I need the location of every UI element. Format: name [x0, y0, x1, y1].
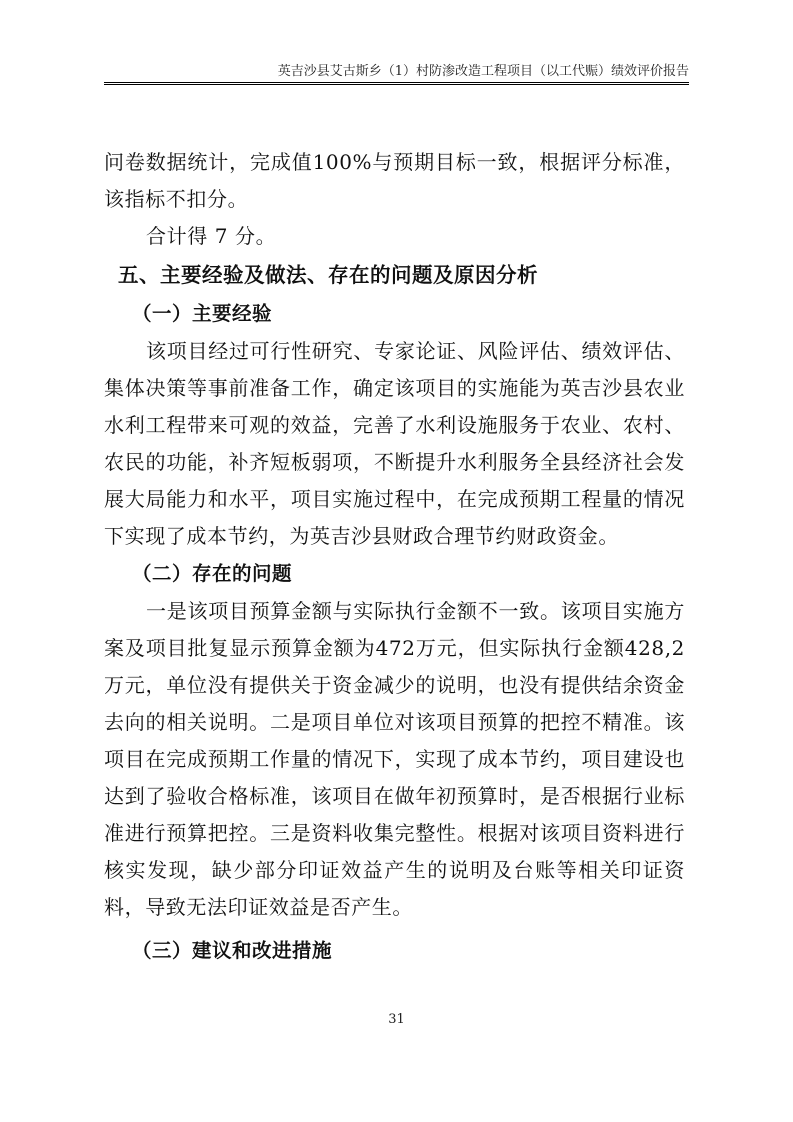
running-header: 英吉沙县艾古斯乡（1）村防渗改造工程项目（以工代赈）绩效评价报告	[277, 64, 689, 79]
section-heading-5: 五、主要经验及做法、存在的问题及原因分析	[118, 263, 538, 287]
paragraph-main-experience: 该项目经过可行性研究、专家论证、风险评估、绩效评估、集体决策等事前准备工作，确定该项目的实施能为英吉沙县农业水利工程带来可观的效益，完善了水利设施服务于农业、农村、农民的功能，补齐短板弱项，不断提升水利服务全县经济社会发展大局能力和水平，项目实施过程中，在完成预期工程量的情况下实现了成本节约，为英吉沙县财政合理节约财政资金。	[104, 339, 685, 548]
subsection-heading-suggestions: （三）建议和改进措施	[132, 939, 333, 962]
page-number: 31	[388, 1012, 405, 1027]
header-divider	[104, 82, 689, 85]
paragraph-total-score: 合计得 7 分。	[146, 224, 277, 248]
paragraph-survey-result: 问卷数据统计，完成值100%与预期目标一致，根据评分标准，该指标不扣分。	[104, 150, 685, 211]
paragraph-problems: 一是该项目预算金额与实际执行金额不一致。该项目实施方案及项目批复显示预算金额为472万元，但实际执行金额428,2万元，单位没有提供关于资金减少的说明，也没有提供结余资金去向的相关说明。二是项目单位对该项目预算的把控不精准。该项目在完成预期工作量的情况下，实现了成本节约，项目建设也达到了验收合格标准，该项目在做年初预算时，是否根据行业标准进行预算把控。三是资料收集完整性。根据对该项目资料进行核实发现，缺少部分印证效益产生的说明及台账等相关印证资料，导致无法印证效益是否产生。	[104, 599, 685, 919]
subsection-heading-main-experience: （一）主要经验	[132, 302, 273, 325]
page-body	[104, 144, 685, 970]
subsection-heading-problems: （二）存在的问题	[132, 562, 293, 585]
